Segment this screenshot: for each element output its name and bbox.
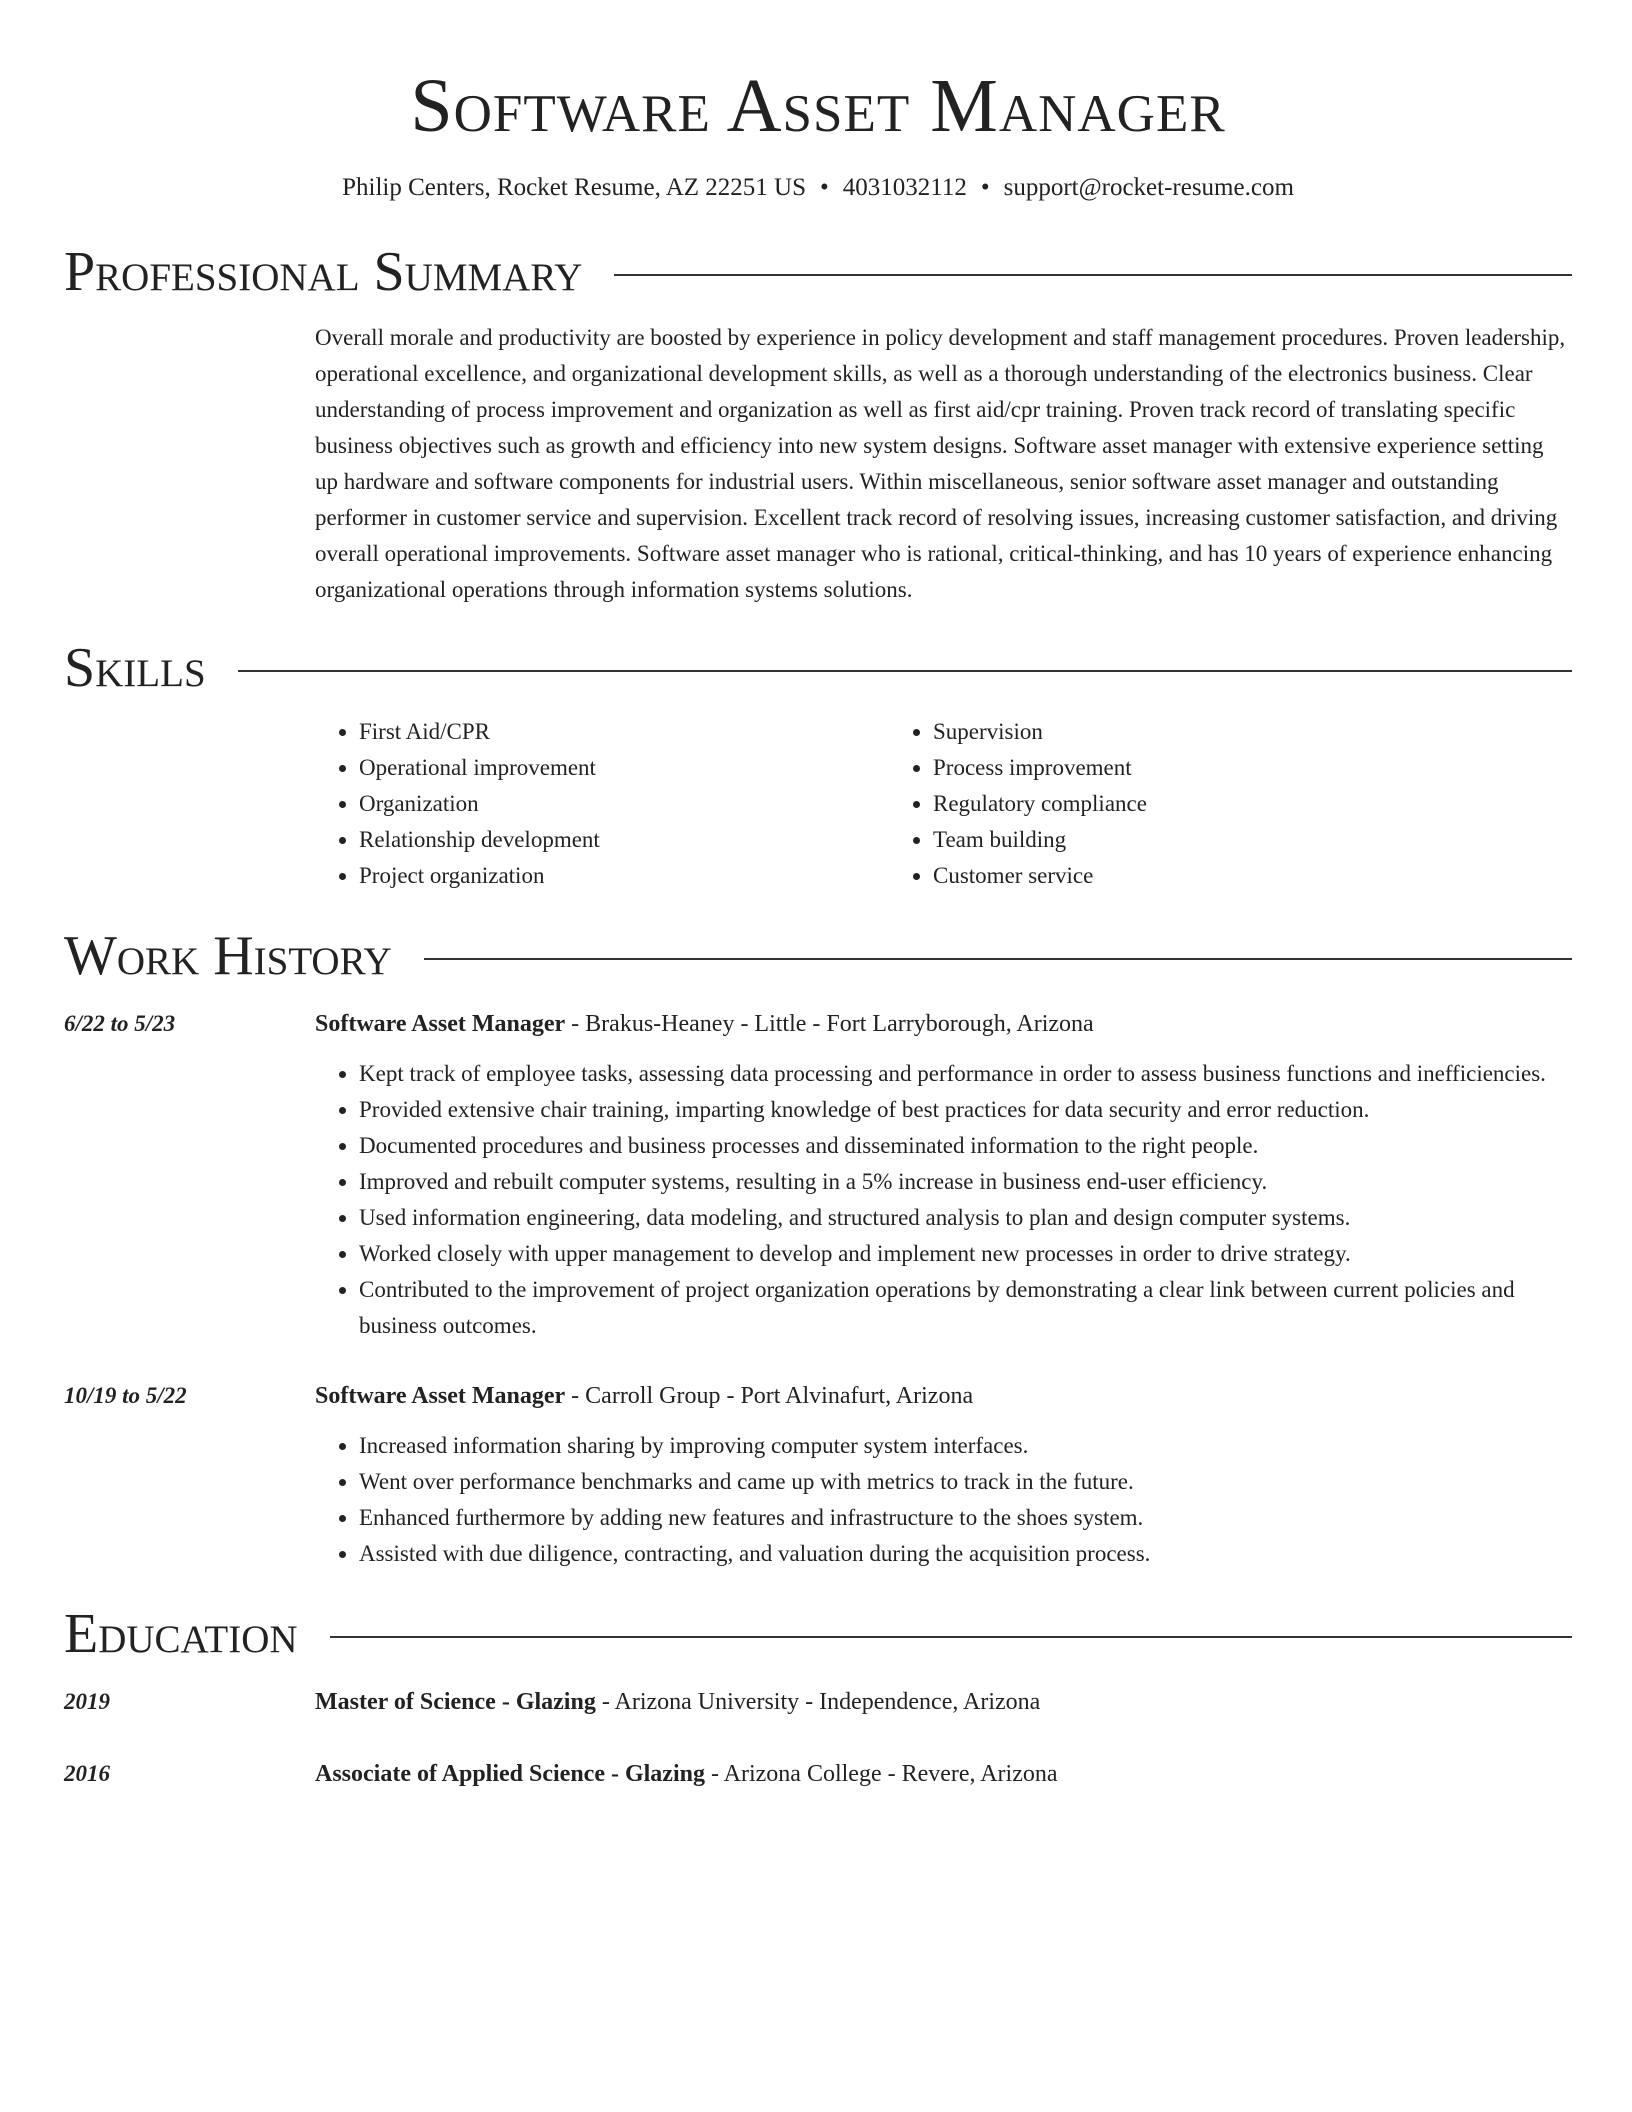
- job-title: Software Asset Manager: [315, 1011, 566, 1037]
- contact-address: Philip Centers, Rocket Resume, AZ 22251 US: [342, 174, 806, 201]
- education-school-location: - Arizona College - Revere, Arizona: [704, 1761, 1058, 1787]
- job-duties: [315, 1056, 1572, 1344]
- job-duty: • Documented procedures and business processes and disseminated information to the right people.: [359, 1128, 1572, 1164]
- work-heading: Work History: [64, 925, 392, 987]
- skill-item: • Project organization: [359, 858, 889, 894]
- section-divider: [238, 670, 1572, 672]
- contact-separator: •: [980, 174, 990, 201]
- skills-column-right: [889, 714, 1463, 894]
- contact-phone: 4031032112: [842, 174, 967, 201]
- skill-item: • Process improvement: [933, 750, 1463, 786]
- skills-list: [315, 714, 1572, 894]
- job-employer-location: - Brakus-Heaney - Little - Fort Larryborough, Arizona: [565, 1011, 1094, 1037]
- job-body: [315, 1378, 1572, 1572]
- education-heading: Education: [64, 1603, 298, 1665]
- summary-section-heading: [64, 240, 1572, 304]
- skill-item: • Supervision: [933, 714, 1463, 750]
- education-header: [315, 1756, 1572, 1792]
- resume-title: Software Asset Manager: [410, 64, 1226, 148]
- job-duty: • Kept track of employee tasks, assessing data processing and performance in order to assess business functions and inefficiencies.: [359, 1056, 1572, 1092]
- job-dates: 6/22 to 5/23: [64, 1011, 176, 1036]
- skills-heading: Skills: [64, 637, 206, 699]
- education-year: 2019: [64, 1689, 110, 1714]
- summary-content: [315, 320, 1572, 608]
- education-degree: Associate of Applied Science - Glazing: [315, 1761, 705, 1787]
- job-duty: • Enhanced furthermore by adding new features and infrastructure to the shoes system.: [359, 1500, 1572, 1536]
- skills-section-heading: [64, 636, 1572, 700]
- skill-item: • Organization: [359, 786, 889, 822]
- summary-heading: Professional Summary: [64, 241, 583, 303]
- contact-separator: •: [819, 174, 829, 201]
- job-duties: [315, 1428, 1572, 1572]
- education-section-heading: [64, 1602, 1572, 1666]
- education-entry: [64, 1756, 1572, 1792]
- summary-text: Overall morale and productivity are boosted by experience in policy development and staff management procedures. Proven leadership, operational excellence, and organizational development skills, as well as a thorough understanding of the electronics business. Clear understanding of process improvement and organization as well as first aid/cpr training. Proven track record of translating specific business objectives such as growth and efficiency into new system designs. Software asset manager with extensive experience setting up hardware and software components for industrial users. Within miscellaneous, senior software asset manager and outstanding performer in customer service and supervision. Excellent track record of resolving issues, increasing customer satisfaction, and driving overall operational improvements. Software asset manager who is rational, critical-thinking, and has 10 years of experience enhancing organizational operations through information systems solutions.: [315, 325, 1566, 602]
- job-dates: 10/19 to 5/22: [64, 1383, 187, 1408]
- skill-item: • First Aid/CPR: [359, 714, 889, 750]
- skills-column-left: [315, 714, 889, 894]
- job-header: [315, 1006, 1572, 1042]
- contact-line: [64, 172, 1572, 204]
- job-entry: [64, 1378, 1572, 1572]
- education-school-location: - Arizona University - Independence, Arizona: [595, 1689, 1041, 1715]
- education-year: 2016: [64, 1761, 110, 1786]
- skill-item: • Customer service: [933, 858, 1463, 894]
- education-entry: [64, 1684, 1572, 1720]
- job-duty: • Improved and rebuilt computer systems, resulting in a 5% increase in business end-user efficiency.: [359, 1164, 1572, 1200]
- section-divider: [614, 274, 1572, 276]
- job-duty: • Went over performance benchmarks and came up with metrics to track in the future.: [359, 1464, 1572, 1500]
- resume-page: [64, 0, 1572, 1792]
- job-duty: • Worked closely with upper management to develop and implement new processes in order to drive strategy.: [359, 1236, 1572, 1272]
- job-title: Software Asset Manager: [315, 1383, 566, 1409]
- job-duty: • Assisted with due diligence, contracting, and valuation during the acquisition process.: [359, 1536, 1572, 1572]
- job-duty: • Provided extensive chair training, imparting knowledge of best practices for data security and error reduction.: [359, 1092, 1572, 1128]
- education-body: [315, 1756, 1572, 1792]
- section-divider: [424, 958, 1572, 960]
- section-divider: [330, 1636, 1572, 1638]
- skill-item: • Team building: [933, 822, 1463, 858]
- education-degree: Master of Science - Glazing: [315, 1689, 596, 1715]
- job-employer-location: - Carroll Group - Port Alvinafurt, Arizona: [565, 1383, 974, 1409]
- work-section-heading: [64, 924, 1572, 988]
- skill-item: • Operational improvement: [359, 750, 889, 786]
- contact-email: support@rocket-resume.com: [1003, 174, 1294, 201]
- job-duty: • Contributed to the improvement of project organization operations by demonstrating a clear link between current policies and business outcomes.: [359, 1272, 1572, 1344]
- job-body: [315, 1006, 1572, 1344]
- job-duty: • Used information engineering, data modeling, and structured analysis to plan and design computer systems.: [359, 1200, 1572, 1236]
- job-duty: • Increased information sharing by improving computer system interfaces.: [359, 1428, 1572, 1464]
- education-header: [315, 1684, 1572, 1720]
- job-header: [315, 1378, 1572, 1414]
- skill-item: • Relationship development: [359, 822, 889, 858]
- education-body: [315, 1684, 1572, 1720]
- job-entry: [64, 1006, 1572, 1344]
- skill-item: • Regulatory compliance: [933, 786, 1463, 822]
